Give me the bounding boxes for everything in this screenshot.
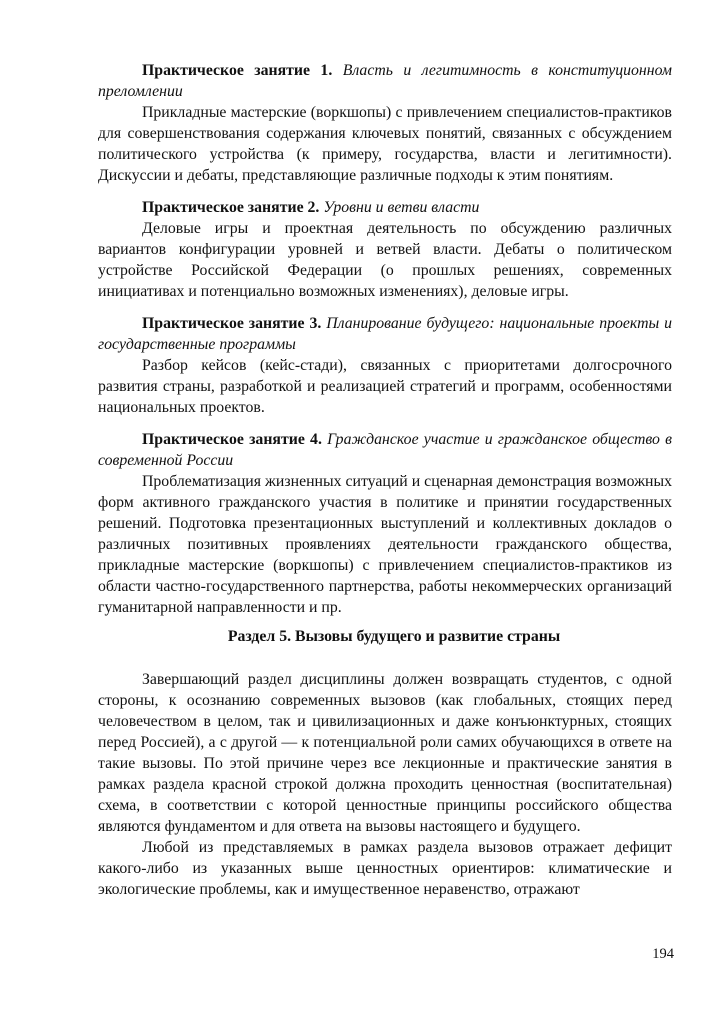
session-3-label: Практическое занятие 3. — [142, 315, 322, 332]
session-1-heading — [98, 60, 672, 102]
session-4-topic: Гражданское участие и гражданское общество в современной России — [98, 431, 672, 469]
session-3-heading — [98, 313, 672, 355]
section-5-paragraph-2: Любой из представляемых в рамках раздела вызовов отражает дефицит какого-либо из указанных выше ценностных ориентиров: климатические и экологические проблемы, как и имущественное неравенство, отражают — [98, 839, 672, 898]
session-3-body: Разбор кейсов (кейс-стади), связанных с приоритетами долгосрочного развития страны, разработкой и реализацией стратегий и программ, особенностями национальных проектов. — [98, 357, 672, 416]
session-2-heading — [98, 197, 672, 218]
session-1-label: Практическое занятие 1. — [142, 62, 333, 79]
session-2-body: Деловые игры и проектная деятельность по обсуждению различных вариантов конфигурации уровней и ветвей власти. Дебаты о политическом устройстве Российской Федерации (о прошлых решениях, современных инициативах и потенциально возможных изменениях), деловые игры. — [98, 220, 672, 300]
section-5-heading: Раздел 5. Вызовы будущего и развитие страны — [227, 628, 561, 645]
section-5-paragraph-1: Завершающий раздел дисциплины должен возвращать студентов, с одной стороны, к осознанию современных вызовов (как глобальных, стоящих перед человечеством в целом, так и цивилизационных и даже конъюнктурных, стоящих перед Россией), а с другой — к потенциальной роли самих обучающихся в ответе на такие вызовы. По этой причине через все лекционные и практические занятия в рамках раздела красной строкой должна проходить ценностная (воспитательная) схема, в соответствии с которой ценностные принципы российского общества являются фундаментом и для ответа на вызовы настоящего и будущего. — [98, 671, 672, 835]
session-2-topic: Уровни и ветви власти — [323, 199, 480, 216]
session-2-label: Практическое занятие 2. — [142, 199, 320, 216]
session-1-body: Прикладные мастерские (воркшопы) с привлечением специалистов-практиков для совершенствования содержания ключевых понятий, связанных с обсуждением политического устройства (к примеру, государства, власти и легитимности). Дискуссии и дебаты, представляющие различные подходы к этим понятиям. — [98, 104, 672, 184]
session-4-body: Проблематизация жизненных ситуаций и сценарная демонстрация возможных форм активного гражданского участия в политике и принятии государственных решений. Подготовка презентационных выступлений и коллективных докладов о различных позитивных проявлениях деятельности гражданского общества, прикладные мастерские (воркшопы) с привлечением специалистов-практиков из области частно-государственного партнерства, работы некоммерческих организаций гуманитарной направленности и пр. — [98, 473, 672, 616]
session-1-topic: Власть и легитимность в конституционном преломлении — [98, 62, 672, 100]
session-4-heading — [98, 429, 672, 471]
session-3-topic: Планирование будущего: национальные проекты и государственные программы — [98, 315, 672, 353]
page-number: 194 — [652, 946, 674, 962]
session-4-label: Практическое занятие 4. — [142, 431, 322, 448]
